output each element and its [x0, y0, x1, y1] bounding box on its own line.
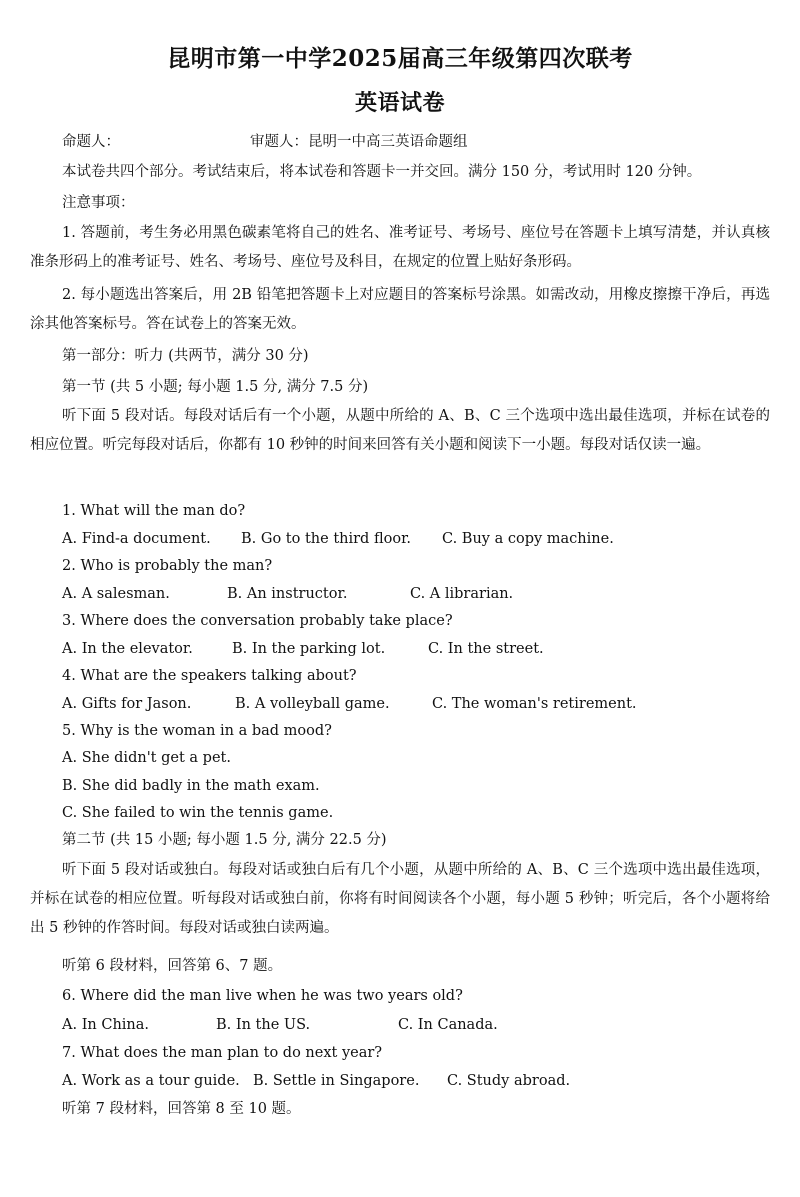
reviewer-label: 审题人：昆明一中高三英语命题组: [250, 134, 468, 150]
q2-option-a: A. A salesman.: [62, 586, 170, 602]
q5-option-c: C. She failed to win the tennis game.: [62, 805, 334, 821]
q5-option-b: B. She did badly in the math exam.: [62, 778, 320, 794]
section1-title: 第一节 (共 5 小题; 每小题 1.5 分, 满分 7.5 分): [62, 379, 369, 395]
q2-option-c: C. A librarian.: [410, 586, 514, 602]
q1-option-b: B. Go to the third floor.: [241, 531, 412, 547]
notice-item-2: 2. 每小题选出答案后，用 2B 铅笔把答题卡上对应题目的答案标号涂黑。如需改动，用橡皮擦擦干净后，再选涂其他答案标号。答在试卷上的答案无效。: [30, 287, 770, 332]
notice-item-1: 1. 答题前，考生务必用黑色碳素笔将自己的姓名、准考证号、考场号、座位号在答题卡上填写清楚，并认真核准条形码上的准考证号、姓名、考场号、座位号及科目，在规定的位置上贴好条形码。: [30, 225, 770, 270]
q4-option-b: B. A volleyball game.: [235, 696, 390, 712]
section2-title: 第二节 (共 15 小题; 每小题 1.5 分, 满分 22.5 分): [62, 832, 387, 848]
question-2: 2. Who is probably the man?: [62, 558, 273, 574]
material-6-label: 听第 6 段材料，回答第 6、7 题。: [62, 958, 283, 974]
q5-option-a: A. She didn't get a pet.: [62, 750, 231, 766]
notice-label: 注意事项：: [62, 195, 135, 211]
question-4: 4. What are the speakers talking about?: [62, 668, 357, 684]
section1-instructions: 听下面 5 段对话。每段对话后有一个小题，从题中所给的 A、B、C 三个选项中选出最佳选项，并标在试卷的相应位置。听完每段对话后，你都有 10 秒钟的时间来回答有关小题和阅读下一小题。每段对话仅读一遍。: [30, 408, 770, 453]
exam-title: 昆明市第一中学2025届高三年级第四次联考: [167, 45, 633, 72]
material-7-label: 听第 7 段材料，回答第 8 至 10 题。: [62, 1101, 301, 1117]
question-7: 7. What does the man plan to do next year?: [62, 1045, 383, 1061]
question-1: 1. What will the man do?: [62, 503, 246, 519]
part1-title: 第一部分：听力 (共两节，满分 30 分): [62, 348, 309, 364]
q7-option-a: A. Work as a tour guide.: [62, 1073, 240, 1089]
q3-option-b: B. In the parking lot.: [232, 641, 386, 657]
q6-option-b: B. In the US.: [216, 1017, 311, 1033]
q4-option-a: A. Gifts for Jason.: [62, 696, 192, 712]
q2-option-b: B. An instructor.: [227, 586, 348, 602]
q1-option-c: C. Buy a copy machine.: [442, 531, 614, 547]
q6-option-c: C. In Canada.: [398, 1017, 498, 1033]
question-3: 3. Where does the conversation probably take place?: [62, 613, 453, 629]
q1-option-a: A. Find-a document.: [62, 531, 211, 547]
question-6: 6. Where did the man live when he was two years old?: [62, 988, 463, 1004]
q3-option-a: A. In the elevator.: [62, 641, 193, 657]
intro-text: 本试卷共四个部分。考试结束后，将本试卷和答题卡一并交回。满分 150 分，考试用时 120 分钟。: [62, 164, 702, 180]
q7-option-b: B. Settle in Singapore.: [253, 1073, 420, 1089]
setter-label: 命题人：: [62, 134, 120, 150]
q4-option-c: C. The woman's retirement.: [432, 696, 637, 712]
exam-subtitle: 英语试卷: [354, 90, 445, 116]
q7-option-c: C. Study abroad.: [447, 1073, 571, 1089]
q6-option-a: A. In China.: [62, 1017, 150, 1033]
question-5: 5. Why is the woman in a bad mood?: [62, 723, 332, 739]
section2-instructions: 听下面 5 段对话或独白。每段对话或独白后有几个小题，从题中所给的 A、B、C 三个选项中选出最佳选项，并标在试卷的相应位置。听每段对话或独白前，你将有时间阅读各个小题，每小题 5 秒钟；听完后，各个小题将给出 5 秒钟的作答时间。每段对话或独白读两遍。: [30, 862, 770, 936]
q3-option-c: C. In the street.: [428, 641, 544, 657]
